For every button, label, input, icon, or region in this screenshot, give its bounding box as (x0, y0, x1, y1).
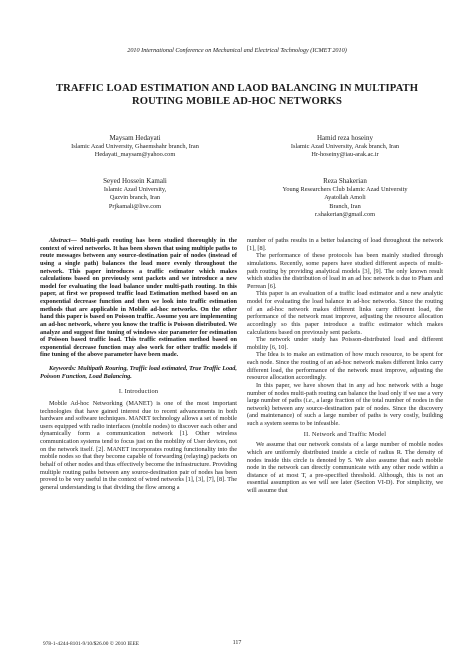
author-affiliation: Islamic Azad University, Arak branch, Iran (290, 143, 400, 151)
author-block-1 (40, 134, 230, 160)
title-line-2: ROUTING MOBILE AD-HOC NETWORKS (132, 95, 342, 107)
footer-isbn: 978-1-4244-8101-9/10/$26.00 © 2010 IEEE (43, 641, 140, 647)
intro-paragraph: Mobile Ad-hoc Networking (MANET) is one of the most important technologies that have gained interest due to recent advancements in both hardware and software techniques. MANET technology allows a set of mobile users equipped with radio interfaces (mobile nodes) to discover each other and dynamically form a communication network [1]. Other wireless communication systems tend to focus just on the mobility of User devices, not on the network itself. [2]. MANET incorporates routing functionality into the mobile nodes so that they become capable of forwarding (relaying) packets on behalf of other nodes and thus effectively become the infrastructure. Providing multiple routing paths between any source-destination pair of nodes has been proved to be very useful in the context of wired networks [1], [3], [7], [8]. The general understanding is that dividing the flow among a (40, 399, 237, 491)
paragraph: number of paths results in a better balancing of load throughout the network [1], [8]. (247, 237, 443, 252)
left-column (40, 237, 237, 491)
abstract (40, 237, 237, 359)
author-block-2 (250, 134, 440, 160)
conference-header: 2010 International Conference on Mechanical and Electrical Technology (ICMET 2010) (127, 47, 347, 54)
paragraph-text: a large fraction of the total number of nodes in the network) between any source-destination pair of nodes. Since the discovery (and maintenance) of such a large number of paths is very costly, building such a system seems to be infeasible. (247, 397, 444, 427)
paragraph: The performance of these protocols has been mainly studied through simulations. Recently, some papers have studied different aspects of multi-path routing by providing analytical models [3], [9]. The only known result which studies the distribution of load in an ad hoc network is due to Pham and Perrean [6]. (247, 252, 443, 290)
author-affiliation: Islamic Azad University, Ghaemshahr branch, Iran (71, 143, 199, 151)
paragraph-text: In this paper, we have shown that in any ad hoc network with a huge number of nodes multi-path routing can balance the load only if we use a very large number of paths ( (247, 381, 443, 405)
author-affiliation: Ayatollah Amoli (324, 194, 366, 202)
author-email: Prjkamali@live.com (108, 202, 162, 210)
paragraph (247, 382, 443, 428)
author-affiliation: Qazvin branch, Iran (109, 194, 161, 202)
keywords (40, 365, 237, 380)
page-number: 117 (232, 640, 242, 646)
author-affiliation: Islamic Azad University, (103, 186, 167, 194)
author-name: Hamid reza hoseiny (317, 134, 373, 142)
author-name: Seyed Hossein Kamali (103, 177, 167, 185)
abstract-text: — Multi-path routing has been studied thoroughly in the context of wired networks. It has been shown that using multiple paths to route messages between any source-destination pair of nodes (instead of using a single path) balances the load more evenly throughout the network. This paper introduces a traffic estimator which makes calculations based on previously sent packets and we introduce a new model for evaluating the load balance under multi-path routing. In this paper, at first we proposed traffic load Estimation method based on an exponential decrease function and then we look into traffic estimation methods that are applicable in Mobile ad-hoc networks. On the other hand this paper is based on Poisson traffic. Assume you are implementing an ad-hoc network, where you know the traffic is Poisson distributed. We analyze and suggest fine tuning of windows size parameter for estimation of Poisson based traffic load. This traffic estimation method based on exponential decrease function may also work for other traffic models if fine tuning of the above parameter have been made. (40, 237, 237, 359)
paragraph: We assume that our network consists of a large number of mobile nodes which are uniformly distributed inside a circle of radius R. The density of nodes inside this circle is denoted by 5. We also assume that each mobile node in the network can directly communicate with any other node within a distance of at most T, a pre-specified threshold. Although, this is not an essential assumption as we will see later (Section VI-D). For simplicity, we will assume that (247, 441, 443, 494)
paragraph: This paper is an evaluation of a traffic load estimator and a new analytic model for evaluating the load balance in ad-hoc networks. Since the routing of an ad-hoc network makes different links carry different load, the performance of the network must improve, adjusting the resource allocation accordingly so this paper introduce a traffic estimator which makes calculations based on previously sent packets. (247, 290, 443, 336)
paragraph-italic: i.e., (305, 397, 315, 405)
keywords-text: Multipath Rouring, Traffic load estimated, True Traffic Load, Poisson Function, Load Balancing. (40, 365, 237, 380)
author-email: Hedayati_maysam@yahoo.com (94, 151, 176, 159)
author-name: Maysam Hedayati (109, 134, 161, 142)
author-block-4 (250, 177, 440, 219)
abstract-label: Abstract (49, 237, 71, 244)
paragraph: The Idea is to make an estimation of how much resource, to be spent for each node. Since the routing of an ad-hoc network makes different links carry different load, the performance of the network must improve, adjusting the resource allocation accordingly. (247, 351, 443, 382)
right-column (247, 237, 443, 495)
author-block-3 (40, 177, 230, 211)
author-affiliation: Branch, Iran (329, 202, 361, 210)
section-heading-network-model: II. Network and Traffic Model (303, 430, 387, 438)
author-email: Hr-hoseiny@iau-arak.ac.ir (311, 151, 379, 159)
author-email: r.shakerian@gmail.com (314, 210, 375, 218)
author-name: Reza Shakerian (323, 177, 367, 185)
author-affiliation: Young Researchers Club Islamic Azad University (282, 186, 408, 194)
paper-title (30, 83, 444, 108)
title-line-1: TRAFFIC LOAD ESTIMATION AND LAOD BALANCING IN MULTIPATH (55, 83, 419, 94)
paragraph: The network under study has Poisson-distributed load and different mobility [6, 10]. (247, 336, 443, 351)
section-heading-introduction: I. Introduction (118, 388, 159, 396)
keywords-label: Keywords: (49, 365, 77, 372)
